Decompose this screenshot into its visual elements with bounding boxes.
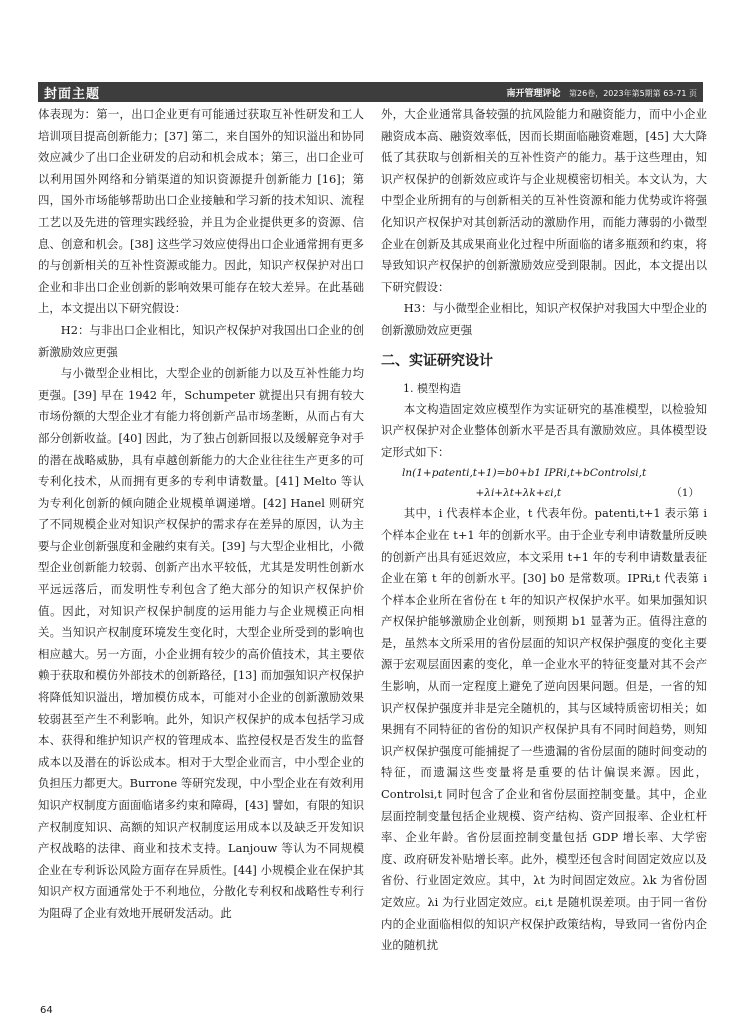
right-column	[381, 104, 707, 957]
subsection-title: 1. 模型构造	[403, 381, 461, 395]
formula-number: （1）	[671, 487, 699, 500]
formula-text-2: +λi+λt+λk+εi,t	[475, 487, 562, 500]
page-header	[38, 82, 703, 102]
hypothesis-h3: H3：与小微型企业相比，知识产权保护对我国大中型企业的创新激励效应更强	[381, 301, 707, 337]
journal-name: 南开管理评论	[506, 89, 561, 99]
right-paragraph-1: 外，大企业通常具备较强的抗风险能力和融资能力，而中小企业融资成本高、融资效率低，因而长期面临融资难题，[45] 大大降低了其获取与创新相关的互补性资产的能力。基于这些理由，知识产权保护的创新效应或许与企业规模密切相关。本文认为，大中型企业所拥有的与创新相关的互补性资源和能力优势或许将强化知识产权保护对其创新活动的激励作用，而能力薄弱的小微型企业在创新及其成果商业化过程中所面临的诸多瓶颈和约束，将导致知识产权保护的创新激励效应受到限制。因此，本文提出以下研究假设：	[381, 107, 707, 294]
section-title: 二、实证研究设计	[381, 352, 493, 369]
hypothesis-h2: H2：与非出口企业相比，知识产权保护对我国出口企业的创新激励效应更强	[38, 322, 364, 359]
formula-text-1: ln(1+patenti,t+1)=b0+b1 IPRi,t+bControlsi,t	[402, 467, 647, 480]
journal-info	[506, 86, 697, 99]
model-paragraph: 本文构造固定效应模型作为实证研究的基准模型，以检验知识产权保护对企业整体创新水平是否具有激励效应。具体模型设定形式如下：	[381, 401, 707, 459]
explanation-paragraph: 其中，i 代表样本企业，t 代表年份。patenti,t+1 表示第 i 个样本企业在 t+1 年的创新水平。由于企业专利申请数量所反映的创新产出具有延迟效应，本文采用 t+1 年的专利申请数量表征企业在第 t 年的创新水平。[30] b0 是常数项。IPRi,t 代表第 i 个样本企业所在省份在 t 年的知识产权保护水平。如果加强知识产权保护能够激励企业创新，则预期 b1 显著为正。值得注意的是，虽然本文所采用的省份层面的知识产权保护强度的变化主要源于宏观层面因素的变化，单一企业水平的特征变量对其不会产生影响，从而一定程度上避免了逆向因果问题。但是，一省的知识产权保护强度并非是完全随机的，其与区域特质密切相关；如果拥有不同特征的省份的知识产权保护具有不同时间趋势，则知识产权保护强度可能捕捉了一些遗漏的省份层面的随时间变动的特征，而遗漏这些变量将是重要的估计偏误来源。因此，Controlsi,t 同时包含了企业和省份层面控制变量。其中，企业层面控制变量包括企业规模、资产结构、资产回报率、企业杠杆率、企业年龄。省份层面控制变量包括 GDP 增长率、大学密度、政府研发补贴增长率。此外，模型还包含时间固定效应以及省份、行业固定效应。其中，λt 为时间固定效应。λk 为省份固定效应。λi 为行业固定效应。εi,t 是随机误差项。由于同一省份内的企业面临相似的知识产权保护政策结构，导致同一省份内企业的随机扰	[381, 506, 707, 953]
formula-line-2	[381, 483, 707, 503]
left-column	[38, 104, 364, 925]
left-paragraph-2: 与小微型企业相比，大型企业的创新能力以及互补性能力均更强。[39] 早在 1942 年，Schumpeter 就提出只有拥有较大市场份额的大型企业才有能力将创新产品市场垄断，从而占有大部分创新收益。[40] 因此，为了独占创新回报以及缓解竞争对手的潜在战略威胁，具有卓越创新能力的大企业往往生产更多的可专利化技术，从而拥有更多的专利申请数量。[41] Melto 等认为专利化创新的倾向随企业规模单调递增。[42] Hanel 则研究了不同规模企业对知识产权保护的需求存在差异的原因，认为主要与企业创新强度和金融约束有关。[39] 与大型企业相比，小微型企业创新能力较弱、创新产出水平较低，尤其是发明性创新水平远远落后，而发明性专利包含了绝大部分的知识产权保护价值。因此，对知识产权保护制度的运用能力与企业规模正向相关。当知识产权制度环境发生变化时，大型企业所受到的影响也相应越大。另一方面，小企业拥有较少的高价值技术，其主要依赖于获取和模仿外部技术的创新路径，[13] 而加强知识产权保护将降低知识溢出，增加模仿成本，可能对小企业的创新激励效果较弱甚至产生不利影响。此外，知识产权保护的成本包括学习成本、获得和维护知识产权的管理成本、监控侵权是否发生的监督成本以及潜在的诉讼成本。相对于大型企业而言，中小型企业的负担压力都更大。Burrone 等研究发现，中小型企业在有效利用知识产权制度方面面临诸多约束和障碍，[43] 譬如，有限的知识产权制度知识、高额的知识产权制度运用成本以及缺乏开发知识产权战略的法律、商业和技术支持。Lanjouw 等认为不同规模企业在专利诉讼风险方面存在异质性。[44] 小规模企业在保护其知识产权方面通常处于不利地位，分散化专利权和战略性专利行为阻碍了企业有效地开展研发活动。此	[38, 366, 364, 920]
issue-info: 第26卷，2023年第5期第 63-71 页	[569, 89, 697, 98]
section-label: 封面主题	[44, 87, 101, 102]
formula-line-1	[381, 463, 707, 483]
left-paragraph-1: 体表现为：第一，出口企业更有可能通过获取互补性研发和工人培训项目提高创新能力；[37] 第二，来自国外的知识溢出和协同效应减少了出口企业研发的启动和机会成本；第三，出口企业可以利用国外网络和分销渠道的知识资源提升创新能力 [16]；第四，国外市场能够帮助出口企业接触和学习新的技术知识、流程工艺以及先进的管理实践经验，并且为企业提供更多的资源、信息、创意和机会。[38] 这些学习效应使得出口企业通常拥有更多的与创新相关的互补性资源或能力。因此，知识产权保护对出口企业和非出口企业创新的影响效果可能存在较大差异。在此基础上，本文提出以下研究假设：	[38, 107, 364, 316]
page-number: 64	[40, 1005, 53, 1016]
